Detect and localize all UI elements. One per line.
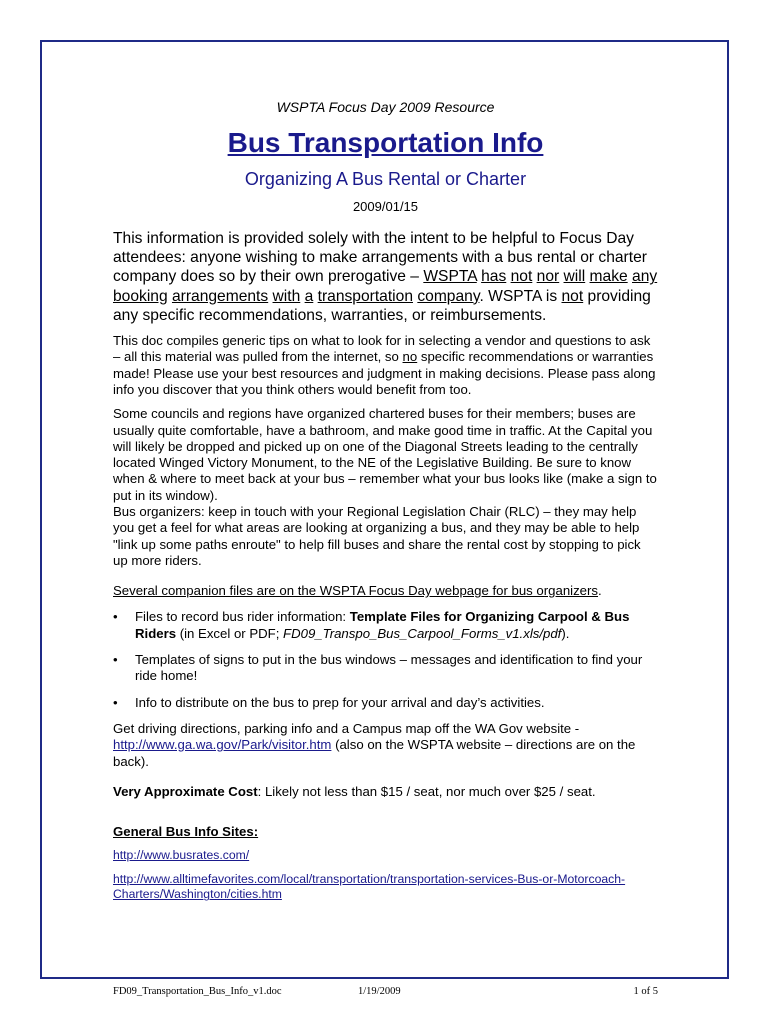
- bullet-1-end: ).: [561, 625, 570, 641]
- page-title: Bus Transportation Info: [227, 127, 544, 158]
- alltimefavorites-link[interactable]: http://www.alltimefavorites.com/local/transportation/transportation-services-Bus-or-Motorcoach-Charters/Washington/cities.htm: [113, 871, 626, 902]
- visitor-link[interactable]: http://www.ga.wa.gov/Park/visitor.htm: [113, 737, 332, 753]
- compile-text-2: specific recommendations or warranties made! Please use your best resources and judgment in making decisions. Please pass along info you discover that you think others would benefit from too.: [113, 349, 656, 397]
- compile-word-no: no: [402, 349, 418, 365]
- intro-word: booking: [113, 287, 168, 305]
- resource-label: WSPTA Focus Day 2009 Resource: [276, 99, 495, 115]
- companion-paragraph: [113, 583, 658, 599]
- bullet-2-text: Templates of signs to put in the bus windows – messages and identification to find your ride home!: [135, 652, 643, 684]
- bullet-1-mid: (in Excel or PDF;: [176, 625, 284, 641]
- footer-date: 1/19/2009: [358, 986, 401, 997]
- intro-text-3: providing any specific recommendations, warranties, or reimbursements.: [113, 287, 651, 324]
- intro-paragraph: [113, 229, 658, 325]
- intro-text-2: . WSPTA is: [479, 287, 562, 305]
- busrates-link[interactable]: http://www.busrates.com/: [113, 848, 250, 863]
- bullet-1-bold: Template Files for Organizing Carpool & Bus Riders: [135, 609, 630, 641]
- directions-post: (also on the WSPTA website – directions are on the back).: [113, 737, 636, 769]
- intro-word: WSPTA: [423, 268, 477, 286]
- bullet-1-filename: FD09_Transpo_Bus_Carpool_Forms_v1.xls/pdf: [283, 625, 562, 641]
- cost-text: : Likely not less than $15 / seat, nor much over $25 / seat.: [257, 783, 596, 799]
- list-item: [113, 695, 658, 711]
- companion-files-link[interactable]: Several companion files are on the WSPTA Focus Day webpage for bus organizers: [113, 583, 599, 599]
- directions-pre: Get driving directions, parking info and a Campus map off the WA Gov website -: [113, 720, 580, 736]
- sites-heading: General Bus Info Sites:: [113, 824, 259, 840]
- bullet-1-text: Files to record bus rider information:: [135, 609, 350, 625]
- intro-word: has: [481, 268, 507, 286]
- footer-filename: FD09_Transportation_Bus_Info_v1.doc: [113, 986, 282, 997]
- intro-word: arrangements: [171, 287, 269, 305]
- bullet-icon: •: [113, 652, 118, 668]
- organizers-paragraph: Bus organizers: keep in touch with your Regional Legislation Chair (RLC) – they may help you get a feel for what areas are looking at organizing a bus, and they may be able to help "link up some paths enroute" to help fill buses and share the rental cost by stopping to pick up more riders.: [113, 503, 641, 568]
- intro-word: any: [632, 268, 658, 286]
- directions-paragraph: [113, 721, 658, 770]
- intro-word: make: [589, 268, 628, 286]
- compile-paragraph: [113, 333, 658, 398]
- councils-paragraph: Some councils and regions have organized chartered buses for their members; buses are usually quite comfortable, have a bathroom, and make good time in traffic. At the Capital you will likely be dropped and picked up on one of the Diagonal Streets leading to the centrally located Winged Victory Monument, to the NE of the Legislative Building. Be sure to know when & where to meet back at your bus – remember what your bus looks like (make a sign to put in its window).: [113, 406, 657, 503]
- intro-word: will: [563, 268, 586, 286]
- intro-word: with: [272, 287, 301, 305]
- compile-text-1: This doc compiles generic tips on what to look for in selecting a vendor and questions to ask – all this material was pulled from the internet, so: [113, 333, 651, 365]
- page-subtitle: Organizing A Bus Rental or Charter: [244, 169, 527, 189]
- intro-word: not: [561, 287, 584, 305]
- cost-label: Very Approximate Cost: [113, 783, 258, 799]
- intro-text-1: This information is provided solely with the intent to be helpful to Focus Day attendees: anyone wishing to make arrangements with a bus rental or charter company does so by their own prerogative –: [113, 230, 647, 286]
- cost-paragraph: [113, 784, 658, 800]
- intro-word: not: [510, 268, 533, 286]
- bullet-3-text: Info to distribute on the bus to prep for your arrival and day’s activities.: [135, 694, 545, 710]
- document-date: 2009/01/15: [352, 199, 419, 214]
- document-body: [113, 98, 658, 903]
- intro-word: transportation: [317, 287, 413, 305]
- intro-word: company: [417, 287, 480, 305]
- companion-list: [113, 609, 658, 710]
- footer-page-number: 1 of 5: [633, 986, 658, 997]
- intro-word: a: [304, 287, 314, 305]
- list-item: [113, 652, 658, 685]
- intro-word: nor: [536, 268, 560, 286]
- list-item: [113, 609, 658, 642]
- bullet-icon: •: [113, 694, 118, 710]
- bullet-icon: •: [113, 609, 118, 625]
- companion-end: .: [598, 583, 602, 599]
